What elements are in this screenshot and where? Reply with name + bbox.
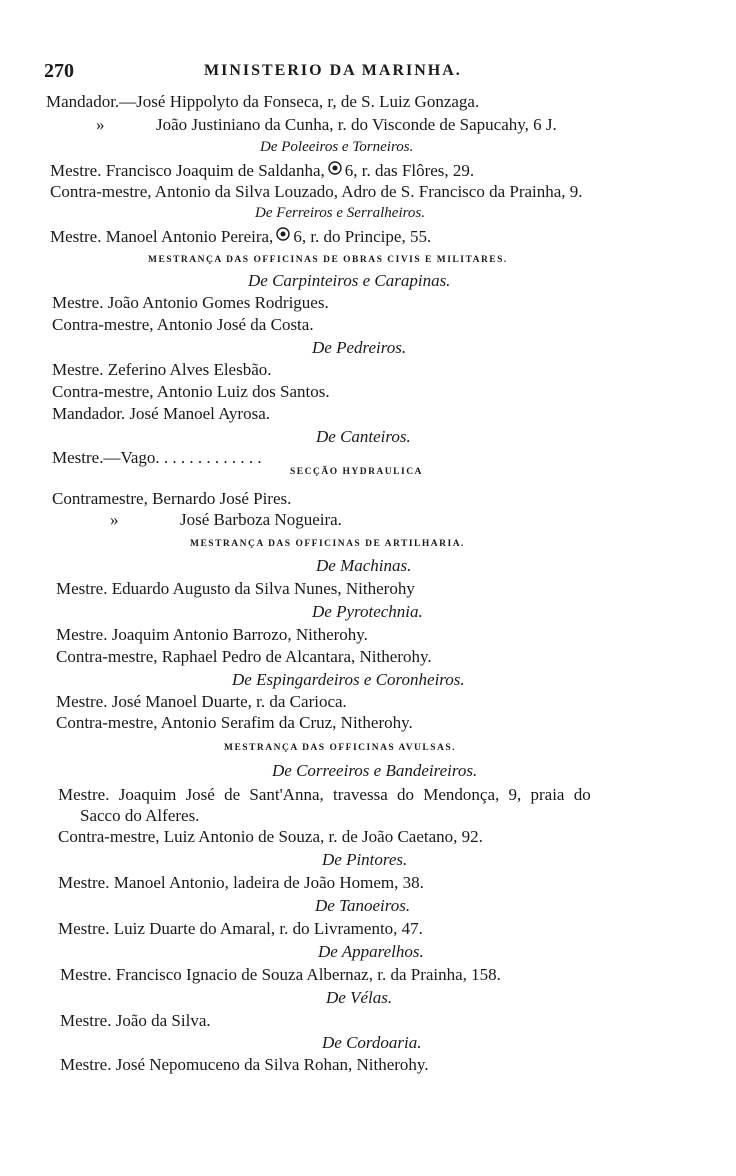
division-heading: MESTRANÇA DAS OFFICINAS DE ARTILHARIA. [190,539,465,549]
entry-line: Mestre. Zeferino Alves Elesbão. [52,360,272,379]
section-heading: De Ferreiros e Serralheiros. [255,205,425,221]
entry-line: Sacco do Alferes. [80,806,200,825]
section-heading: De Pyrotechnia. [312,602,423,621]
entry-line: Mandador.—José Hippolyto da Fonseca, r, de S. Luiz Gonzaga. [46,92,480,111]
section-heading: De Tanoeiros. [315,896,411,915]
entry-line: João Justiniano da Cunha, r. do Visconde de Sapucahy, 6 J. [156,115,557,134]
entry-line: Contra-mestre, Raphael Pedro de Alcantara, Nitherohy. [56,647,432,666]
section-heading: De Cordoaria. [322,1033,422,1052]
division-heading: MESTRANÇA DAS OFFICINAS AVULSAS. [224,743,457,753]
entry-line: Mandador. José Manoel Ayrosa. [52,404,270,423]
entry-text: Mestre. Francisco Joaquim de Saldanha, [50,161,325,180]
entry-line: Mestre. José Manoel Duarte, r. da Carioca. [56,692,347,711]
entry-line [50,160,474,181]
section-heading: De Pedreiros. [312,338,407,357]
page-header [44,60,694,86]
ditto-mark: » [110,510,119,529]
division-heading: MESTRANÇA DAS OFFICINAS DE OBRAS CIVIS E MILITARES. [148,255,508,265]
entry-line: Mestre. Joaquim José de Sant'Anna, travessa do Mendonça, 9, praia do [58,785,591,804]
entry-line: Mestre. João Antonio Gomes Rodrigues. [52,293,329,312]
section-heading: De Espingardeiros e Coronheiros. [232,670,465,689]
entry-line: Mestre. Joaquim Antonio Barrozo, Nitherohy. [56,625,368,644]
entry-line: Contra-mestre, Antonio Luiz dos Santos. [52,382,330,401]
entry-line: Mestre. Manoel Antonio, ladeira de João Homem, 38. [58,873,424,892]
entry-line: José Barboza Nogueira. [180,510,342,529]
section-heading: De Correeiros e Bandeireiros. [272,761,478,780]
entry-text: 6, r. do Principe, 55. [293,227,432,246]
section-heading: De Pintores. [322,850,408,869]
entry-text: 6, r. das Flôres, 29. [344,161,475,180]
order-badge-icon [276,226,290,247]
order-badge-icon [328,160,342,181]
entry-line: Mestre. José Nepomuceno da Silva Rohan, Nitherohy. [60,1055,429,1074]
entry-line: Contra-mestre, Antonio José da Costa. [52,315,314,334]
section-heading: De Poleeiros e Torneiros. [260,139,414,155]
entry-line: Mestre. Eduardo Augusto da Silva Nunes, Nitherohy [56,579,415,598]
entry-text: Mestre. Manoel Antonio Pereira, [50,227,274,246]
running-title: MINISTERIO DA MARINHA. [204,62,462,79]
division-heading: SECÇÃO HYDRAULICA [290,467,423,477]
entry-line: Mestre.—Vago. . . . . . . . . . . . . [52,448,262,467]
entry-line: Contra-mestre, Antonio Serafim da Cruz, Nitherohy. [56,713,413,732]
section-heading: De Canteiros. [316,427,411,446]
entry-line: Mestre. João da Silva. [60,1011,211,1030]
entry-line: Contra-mestre, Antonio da Silva Louzado, Adro de S. Francisco da Prainha, 9. [50,182,583,201]
section-heading: De Vélas. [326,988,393,1007]
section-heading: De Carpinteiros e Carapinas. [248,271,451,290]
ditto-mark: » [96,115,105,134]
entry-line: Contra-mestre, Luiz Antonio de Souza, r. de João Caetano, 92. [58,827,483,846]
section-heading: De Machinas. [316,556,412,575]
page-number: 270 [44,60,74,82]
entry-line: Contramestre, Bernardo José Pires. [52,489,292,508]
entry-line [50,226,431,247]
entry-line: Mestre. Luiz Duarte do Amaral, r. do Livramento, 47. [58,919,423,938]
entry-line: Mestre. Francisco Ignacio de Souza Albernaz, r. da Prainha, 158. [60,965,501,984]
section-heading: De Apparelhos. [318,942,424,961]
